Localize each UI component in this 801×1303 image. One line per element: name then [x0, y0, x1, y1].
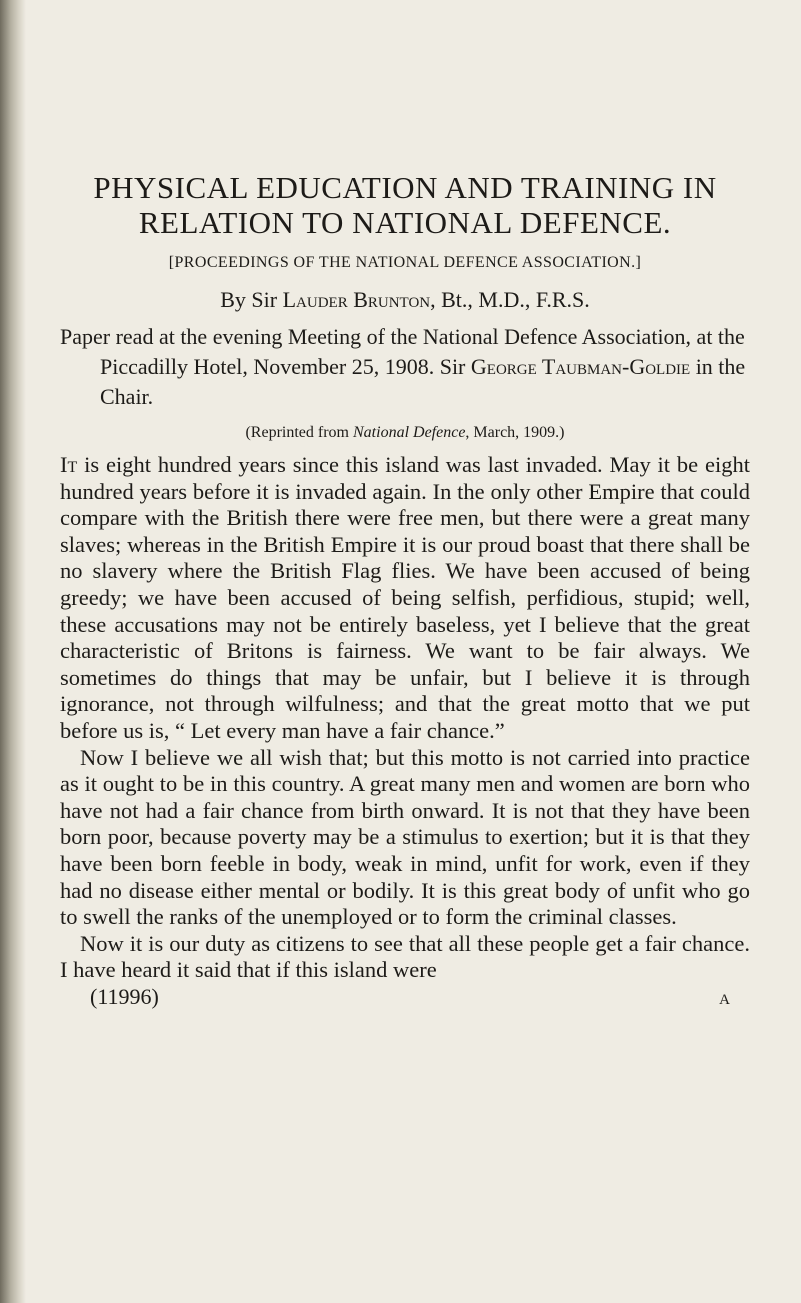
author-byline: [60, 286, 750, 314]
book-spine-shadow: [0, 0, 26, 1303]
paragraph-1-text: is eight hundred years since this island was last invaded. May it be eight hundred years before it is invaded again. In the only other Empire that could compare with the British there were free men, but there were a great many slaves; whereas in the British Empire it is our proud boast that there shall be no slavery where the British Flag flies. We have been accused of being greedy; we have been accused of being selfish, perfidious, stupid; well, these accusations may not be entirely baseless, yet I believe that the great characteristic of Britons is fairness. We want to be fair always. We sometimes do things that may be unfair, but I believe it is through ignorance, not through wilfulness; and that the great motto that we put before us is, “ Let every man have a fair chance.”: [60, 452, 750, 743]
signature-mark: A: [719, 991, 730, 1008]
reprint-prefix: (Reprinted from: [245, 424, 353, 441]
author-name: Lauder Brunton: [282, 287, 431, 312]
print-number: (11996): [90, 983, 159, 1009]
chair-name: George Taubman-Goldie: [470, 354, 691, 379]
intro-text: Paper read at the evening Meeting of the National Defence Association, at the Piccadilly Hotel, November 25, 1908. Sir: [60, 324, 745, 379]
title-line-2: RELATION TO NATIONAL DEFENCE.: [138, 205, 672, 240]
paragraph-1: [60, 452, 750, 745]
reprint-note: [60, 424, 750, 442]
author-credentials: , Bt., M.D., F.R.S.: [430, 287, 590, 312]
byline-prefix: By Sir: [220, 287, 283, 312]
page-title: [60, 170, 750, 240]
intro-note: [60, 322, 750, 412]
reprint-suffix: , March, 1909.): [465, 424, 565, 441]
paragraph-3: Now it is our duty as citizens to see that all these people get a fair chance. I have heard it said that if this island were: [60, 930, 750, 983]
page-footer: [60, 984, 750, 1010]
proceedings-subtitle: [PROCEEDINGS OF THE NATIONAL DEFENCE ASSOCIATION.]: [168, 254, 642, 271]
journal-name: National Defence: [353, 424, 466, 441]
intro-chair-suffix: in the Chair.: [100, 354, 746, 409]
document-page: [60, 170, 750, 1010]
paragraph-2: Now I believe we all wish that; but this motto is not carried into practice as it ought to be in this country. A great many men and women are born who have not had a fair chance from birth onward. It is not that they have been born poor, because poverty may be a stimulus to exertion; but it is that they have been born feeble in body, weak in mind, unfit for work, even if they had no disease either mental or bodily. It is this great body of unfit who go to swell the ranks of the unemployed or to form the criminal classes.: [60, 744, 750, 930]
paragraph-1-lead: It: [60, 452, 78, 477]
body-text: [60, 452, 750, 984]
title-line-1: PHYSICAL EDUCATION AND TRAINING IN: [93, 170, 717, 205]
